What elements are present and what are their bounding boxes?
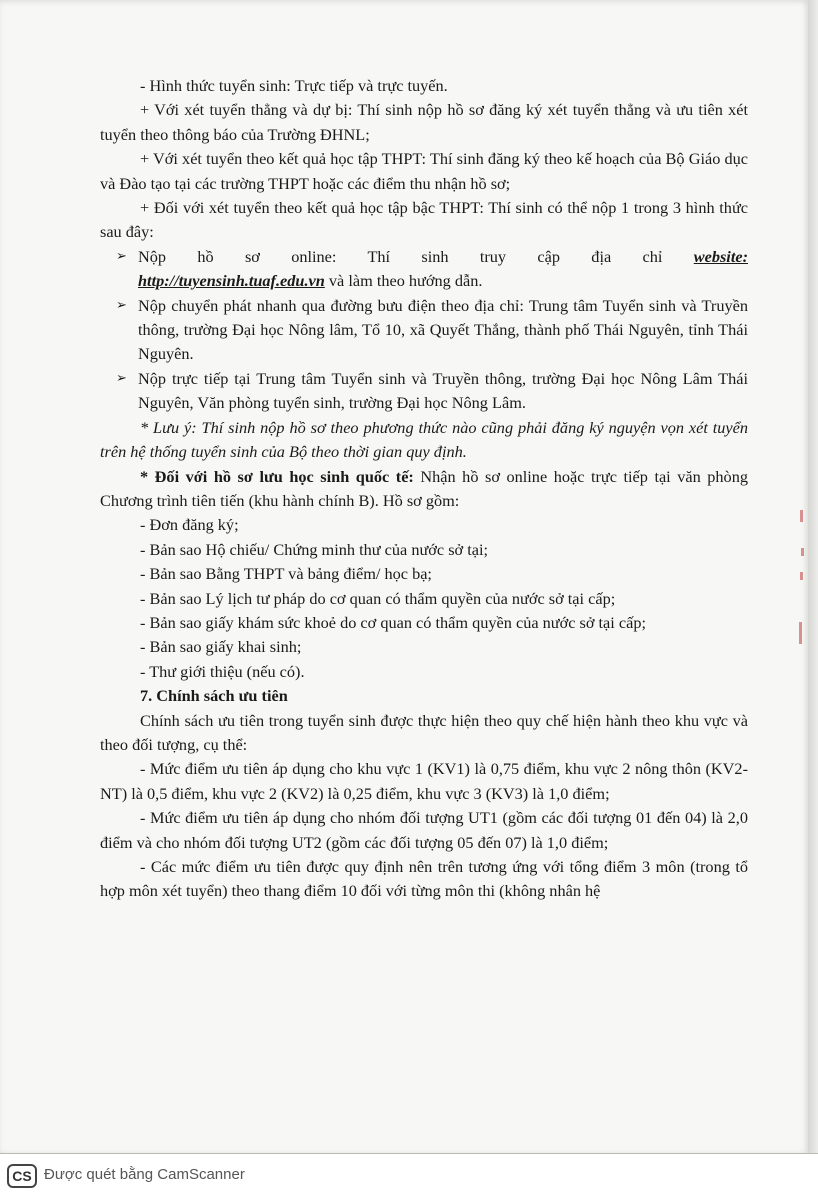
paragraph-score-scale: - Các mức điểm ưu tiên được quy định nên trên tương ứng với tổng điểm 3 môn (trong tổ hợp môn xét tuyển) theo thang điểm 10 đối với từng môn thi (không nhân hệ (100, 857, 748, 901)
bullet-post (100, 294, 748, 367)
red-stamp-mark (800, 572, 803, 580)
camscanner-footer (0, 1154, 818, 1200)
document-item: - Bản sao giấy khám sức khoẻ do cơ quan có thẩm quyền của nước sở tại cấp; (140, 612, 646, 632)
camscanner-logo-icon: CS (7, 1164, 37, 1188)
document-item: - Bản sao Bằng THPT và bảng điểm/ học bạ; (140, 564, 432, 584)
paragraph-submission-methods: + Đối với xét tuyển theo kết quả học tập bậc THPT: Thí sinh có thể nộp 1 trong 3 hình thức sau đây: (100, 198, 748, 242)
bullet-online-tail: và làm theo hướng dẫn. (324, 271, 483, 291)
page-edge-shadow (808, 0, 818, 1153)
paragraph-international (100, 465, 748, 514)
paragraph-admission-form: - Hình thức tuyển sinh: Trực tiếp và trực tuyến. (140, 76, 448, 95)
paragraph-direct-admission: + Với xét tuyển thẳng và dự bị: Thí sinh nộp hồ sơ đăng ký xét tuyển thẳng và ưu tiên xét tuyển theo thông báo của Trường ĐHNL; (100, 100, 748, 144)
section-heading-priority-policy: 7. Chính sách ưu tiên (140, 686, 288, 706)
document-item: - Bản sao Hộ chiếu/ Chứng minh thư của nước sở tại; (140, 539, 489, 559)
document-item: - Đơn đăng ký; (140, 515, 239, 535)
international-heading: * Đối với hồ sơ lưu học sinh quốc tế: (140, 466, 414, 486)
document-item: - Bản sao giấy khai sinh; (140, 637, 302, 657)
bullet-online-line1: Nộp hồ sơ online: Thí sinh truy cập địa chỉ website: (138, 246, 748, 266)
website-label: website: (693, 246, 748, 266)
red-stamp-mark (801, 548, 804, 556)
bullet-post-text: Nộp chuyển phát nhanh qua đường bưu điện theo địa chỉ: Trung tâm Tuyển sinh và Truyền thông, trường Đại học Nông lâm, Tổ 10, xã Quyết Thắng, thành phố Thái Nguyên, tỉnh Thái Nguyên. (138, 295, 748, 364)
paragraph-hs-results: + Với xét tuyển theo kết quả học tập THPT: Thí sinh đăng ký theo kế hoạch của Bộ Giáo dục và Đào tạo tại các trường THPT hoặc các điểm thu nhận hồ sơ; (100, 149, 748, 193)
document-item: - Thư giới thiệu (nếu có). (140, 661, 305, 681)
paragraph-region-points: - Mức điểm ưu tiên áp dụng cho khu vực 1 (KV1) là 0,75 điểm, khu vực 2 nông thôn (KV2-NT) là 0,5 điểm, khu vực 2 (KV2) là 0,25 điểm, khu vực 3 (KV3) là 1,0 điểm; (100, 759, 748, 803)
bullet-direct-text: Nộp trực tiếp tại Trung tâm Tuyển sinh và Truyền thông, trường Đại học Nông Lâm Thái Nguyên, Văn phòng tuyển sinh, trường Đại học Nông Lâm. (138, 368, 748, 413)
paragraph-priority-intro: Chính sách ưu tiên trong tuyển sinh được thực hiện theo quy chế hiện hành theo khu vực và theo đối tượng, cụ thể: (100, 710, 748, 754)
bullet-online (100, 245, 748, 294)
bullet-direct (100, 367, 748, 416)
arrow-bullet-icon: ➢ (116, 297, 127, 313)
arrow-bullet-icon: ➢ (116, 248, 127, 264)
paragraph-group-points: - Mức điểm ưu tiên áp dụng cho nhóm đối tượng UT1 (gồm các đối tượng 01 đến 04) là 2,0 điểm và cho nhóm đối tượng UT2 (gồm các đối tượng 05 đến 07) là 1,0 điểm; (100, 808, 748, 852)
international-text: Nhận hồ sơ online hoặc trực tiếp tại văn phòng Chương trình tiên tiến (khu hành chính B). Hồ sơ gồm: (100, 466, 748, 510)
note-paragraph: * Lưu ý: Thí sinh nộp hồ sơ theo phương thức nào cũng phải đăng ký nguyện vọn xét tuyển trên hệ thống tuyển sinh của Bộ theo thời gian quy định. (100, 417, 748, 462)
arrow-bullet-icon: ➢ (116, 370, 127, 386)
document-body (100, 74, 748, 904)
document-item: - Bản sao Lý lịch tư pháp do cơ quan có thẩm quyền của nước sở tại cấp; (140, 588, 616, 608)
admission-website-link[interactable]: http://tuyensinh.tuaf.edu.vn (138, 271, 325, 291)
camscanner-watermark-text: Được quét bằng CamScanner (44, 1166, 245, 1183)
red-stamp-mark (799, 622, 802, 644)
red-stamp-mark (800, 510, 803, 522)
